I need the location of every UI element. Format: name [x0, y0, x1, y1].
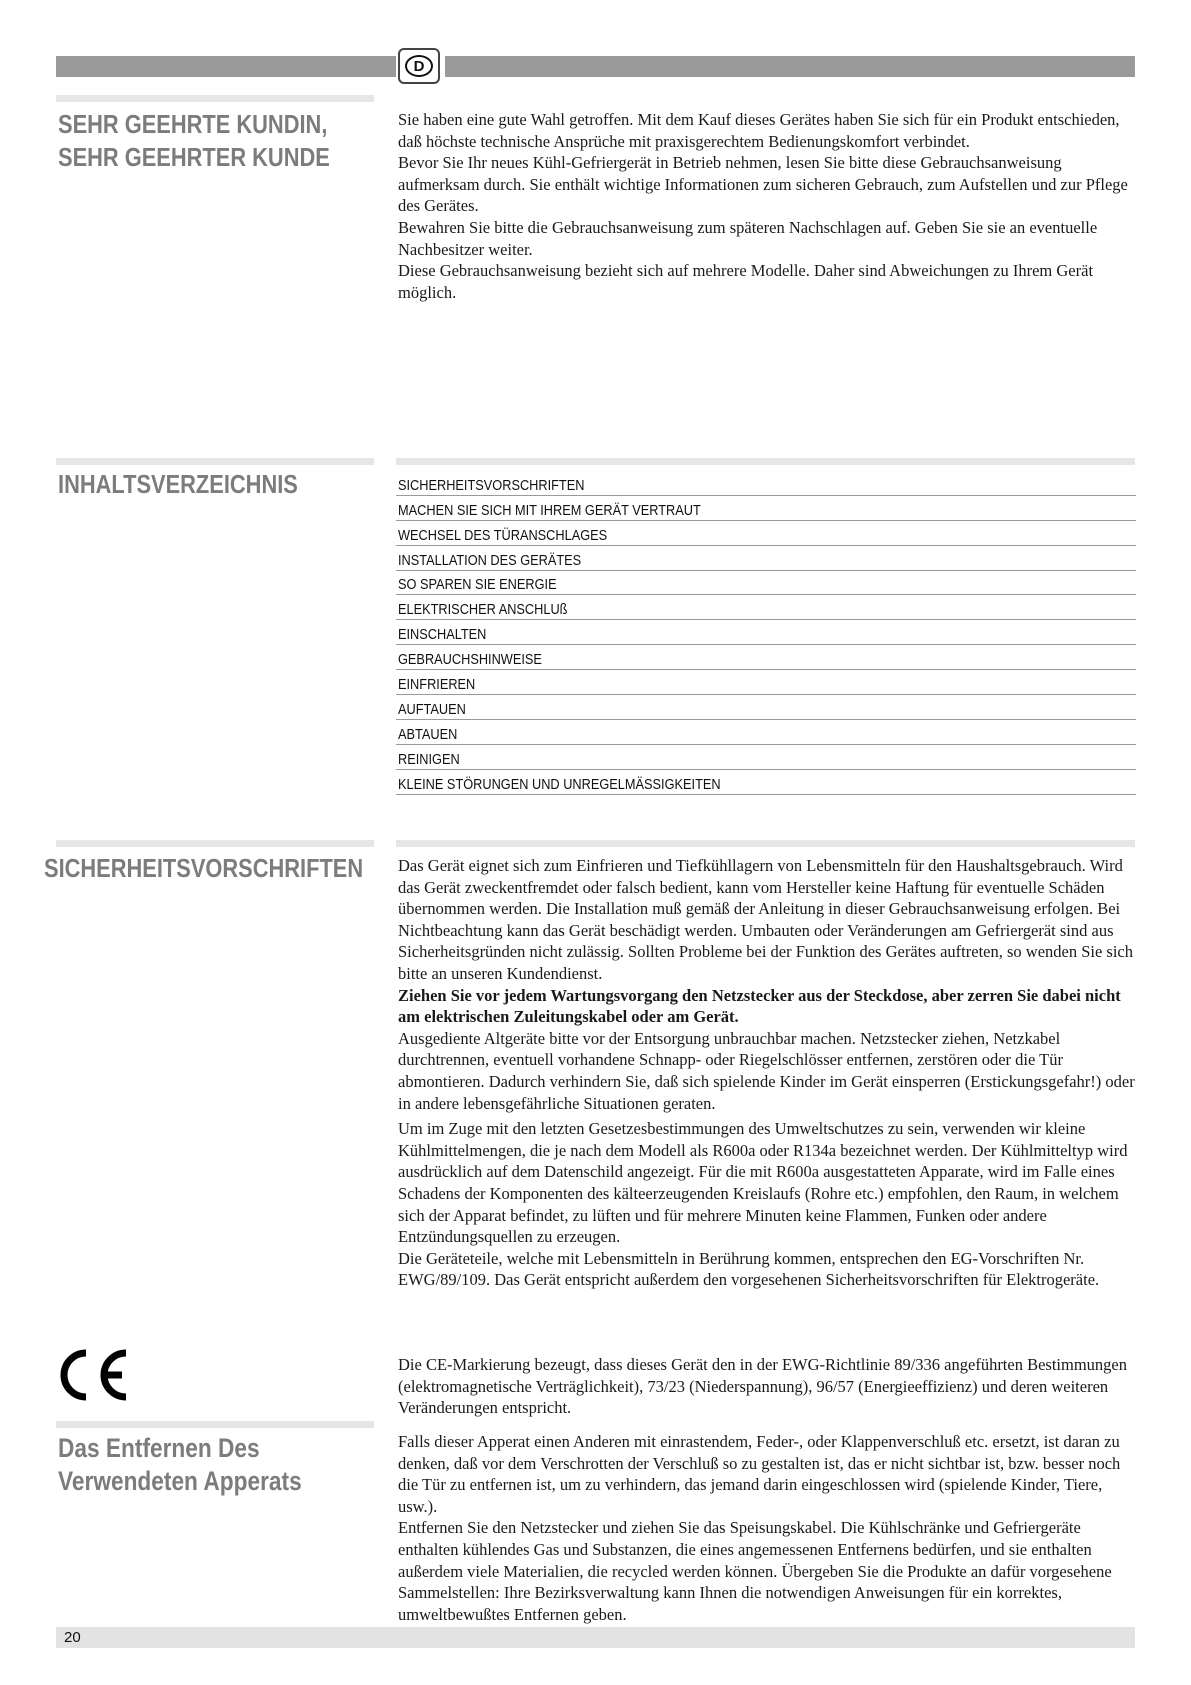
language-badge [398, 48, 440, 84]
toc-item[interactable]: INSTALLATION DES GERÄTES [396, 546, 1136, 571]
disposal-text [398, 1431, 1138, 1625]
welcome-heading-line2: SEHR GEEHRTER KUNDE [58, 142, 330, 172]
ce-mark-icon [56, 1347, 132, 1403]
safety-paragraph: Um im Zuge mit den letzten Gesetzesbestimmungen des Umweltschutzes zu sein, verwenden wir kleine Kühlmittelmengen, die je nach dem Modell als R600a oder R134a bezeichnet werden. Der Kühlmitteltyp wird ausdrücklich auf dem Datenschild angezeigt. Für die mit R600a ausgestatteten Apparate, wird im Falle eines Schadens der Komponenten des kälteerzeugenden Kreislaufs (Rohre etc.) empfohlen, den Raum, in welchem sich der Apparat befindet, zu lüften und für mehrere Minuten keine Flammen, Funken oder andere Entzündungsquellen zu erzeugen. [398, 1119, 1128, 1247]
toc-item[interactable]: GEBRAUCHSHINWEISE [396, 645, 1136, 670]
section-rule-left [56, 95, 374, 102]
welcome-heading [58, 108, 330, 174]
footer-bar [56, 1627, 1135, 1648]
safety-paragraph: Das Gerät eignet sich zum Einfrieren und Tiefkühllagern von Lebensmitteln für den Haushaltsgebrauch. Wird das Gerät zweckentfremdet oder falsch bedient, kann vom Hersteller keine Haftung für eventuelle Schäden übernommen werden. Die Installation muß gemäß der Anleitung in dieser Gebrauchsanweisung erfolgen. Bei Nichtbeachtung kann das Gerät beschädigt werden. Umbauten oder Veränderungen am Gefriergerät sind aus Sicherheitsgründen nicht zulässig. Sollten Probleme bei der Funktion des Gerätes auftreten, so wenden Sie sich bitte an unseren Kundendienst. [398, 856, 1133, 983]
welcome-heading-line1: SEHR GEEHRTE KUNDIN, [58, 109, 328, 139]
welcome-paragraph: Bewahren Sie bitte die Gebrauchsanweisung zum späteren Nachschlagen auf. Geben Sie sie an eventuelle Nachbesitzer weiter. [398, 217, 1098, 259]
toc-item[interactable]: KLEINE STÖRUNGEN UND UNREGELMÄSSIGKEITEN [396, 770, 1136, 795]
toc-list [396, 471, 1136, 795]
section-rule-right [396, 840, 1135, 847]
page-number: 20 [64, 1629, 81, 1646]
ce-paragraph: Die CE-Markierung bezeugt, dass dieses Gerät den in der EWG-Richtlinie 89/336 angeführten Bestimmungen (elektromagnetische Verträglichkeit), 73/23 (Niederspannung), 96/57 (Energieeffizienz) und deren weiteren Veränderungen entspricht. [398, 1355, 1128, 1418]
safety-paragraph: Die Geräteteile, welche mit Lebensmitteln in Berührung kommen, entsprechen den EG-Vorschriften Nr. EWG/89/109. Das Gerät entspricht außerdem den vorgesehenen Sicherheitsvorschriften für Elektrogeräte. [398, 1248, 1100, 1290]
welcome-paragraph: Diese Gebrauchsanweisung bezieht sich auf mehrere Modelle. Daher sind Abweichungen zu Ihrem Gerät möglich. [398, 261, 1094, 302]
toc-item[interactable]: ELEKTRISCHER ANSCHLUß [396, 595, 1136, 620]
disposal-heading [58, 1432, 302, 1498]
header-band-right [445, 56, 1135, 77]
safety-text [398, 855, 1138, 1291]
section-rule-left [56, 458, 374, 465]
disposal-paragraph: Entfernen Sie den Netzstecker und ziehen Sie das Speisungskabel. Die Kühlschränke und Gefriergeräte enthalten kühlendes Gas und Substanzen, die eines angemessenen Entfernens bedürfen, und sie enthalten außerdem viele Materialien, die recycled werden können. Übergeben Sie die Produkte an dafür vorgesehene Sammelstellen: Ihre Bezirksverwaltung kann Ihnen die notwendigen Anweisungen für ein korrektes, umweltbewußtes Entfernen geben. [398, 1518, 1112, 1624]
toc-item[interactable]: ABTAUEN [396, 720, 1136, 745]
welcome-paragraph: Sie haben eine gute Wahl getroffen. Mit dem Kauf dieses Gerätes haben Sie sich für ein Produkt entschieden, daß höchste technische Ansprüche mit praxisgerechtem Bedienungskomfort verbindet. [398, 110, 1120, 151]
disposal-heading-line1: Das Entfernen Des [58, 1433, 260, 1463]
toc-item[interactable]: MACHEN SIE SICH MIT IHREM GERÄT VERTRAUT [396, 496, 1136, 521]
disposal-heading-line2: Verwendeten Apperats [58, 1466, 302, 1496]
language-code: D [405, 55, 433, 77]
toc-item[interactable]: REINIGEN [396, 745, 1136, 770]
disposal-paragraph: Falls dieser Apperat einen Anderen mit einrastendem, Feder-, oder Klappenverschluß etc. ersetzt, ist daran zu denken, daß vor dem Verschrotten der Verschluß so zu gestalten ist, das er nicht sichtbar ist, bzw. besser noch die Tür zu entfernen ist, um zu verhindern, das jemand darin eingeschlossen wird (spielende Kinder, Tiere, usw.). [398, 1432, 1121, 1516]
welcome-paragraph: Bevor Sie Ihr neues Kühl-Gefriergerät in Betrieb nehmen, lesen Sie bitte diese Gebrauchsanweisung aufmerksam durch. Sie enthält wichtige Informationen zum sicheren Gebrauch, zum Aufstellen und zur Pflege des Gerätes. [398, 153, 1128, 216]
section-rule-right [396, 458, 1135, 465]
toc-item[interactable]: SICHERHEITSVORSCHRIFTEN [396, 471, 1136, 496]
toc-item[interactable]: AUFTAUEN [396, 695, 1136, 720]
ce-text [398, 1354, 1138, 1419]
toc-heading: INHALTSVERZEICHNIS [58, 469, 298, 499]
toc-item[interactable]: SO SPAREN SIE ENERGIE [396, 571, 1136, 596]
section-rule-left [56, 840, 374, 847]
section-rule-left [56, 1421, 374, 1428]
toc-item[interactable]: EINFRIEREN [396, 670, 1136, 695]
toc-item[interactable]: WECHSEL DES TÜRANSCHLAGES [396, 521, 1136, 546]
safety-warning: Ziehen Sie vor jedem Wartungsvorgang den Netzstecker aus der Steckdose, aber zerren Sie dabei nicht am elektrischen Zuleitungskabel oder am Gerät. [398, 985, 1121, 1027]
welcome-text [398, 109, 1138, 303]
toc-item[interactable]: EINSCHALTEN [396, 620, 1136, 645]
safety-paragraph: Ausgediente Altgeräte bitte vor der Entsorgung unbrauchbar machen. Netzstecker ziehen, Netzkabel durchtrennen, eventuell vorhandene Schnapp- oder Riegelschlösser entfernen, zerstören oder die Tür abmontieren. Dadurch verhindern Sie, daß sich spielende Kinder im Gerät einsperren (Erstickungsgefahr!) oder in andere lebensgefährliche Situationen geraten. [398, 1028, 1135, 1113]
header-band-left [56, 56, 396, 77]
safety-heading: SICHERHEITSVORSCHRIFTEN [44, 853, 364, 883]
